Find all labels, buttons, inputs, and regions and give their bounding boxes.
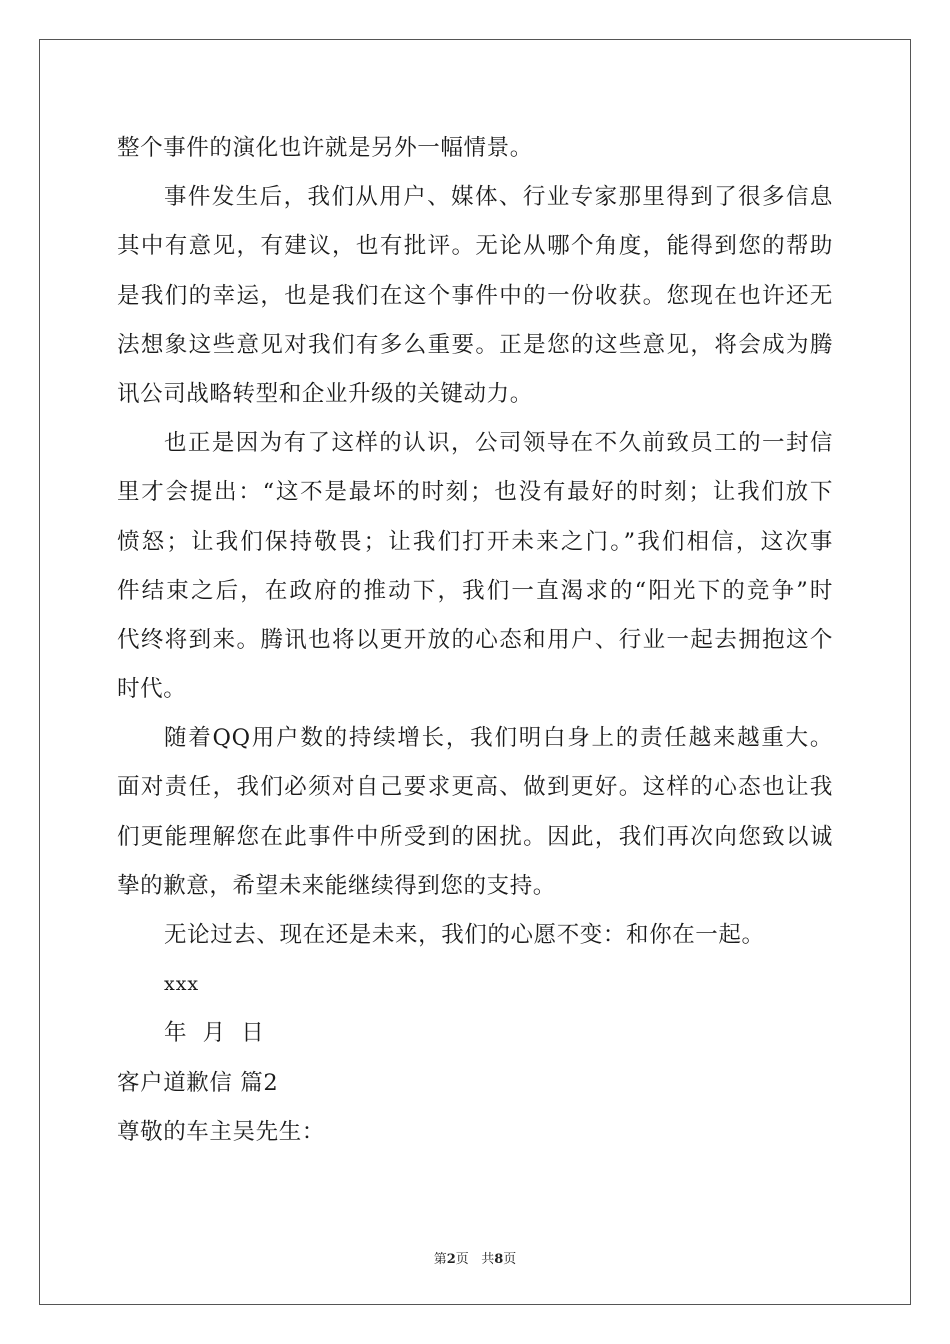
date-line: 年 月 日 [164,1020,265,1047]
paragraph [117,714,833,911]
footer-page-mid: 页 共 [455,1252,495,1267]
paragraph-line: 挚的歉意，希望未来能继续得到您的支持。 [117,872,556,899]
paragraph-line: 事件发生后，我们从用户、媒体、行业专家那里得到了很多信息 [164,184,833,211]
signature: xxx [164,973,200,996]
paragraph-line: 代终将到来。腾讯也将以更开放的心态和用户、行业一起去拥抱这个 [117,626,833,653]
paragraph-line: 件结束之后，在政府的推动下，我们一直渴求的“阳光下的竞争”时 [117,577,833,604]
footer-page-suffix: 页 [503,1252,517,1267]
salutation: 尊敬的车主吴先生： [117,1118,325,1145]
paragraph-line: 整个事件的演化也许就是另外一幅情景。 [117,135,533,161]
paragraph [117,911,833,960]
paragraph-line: 随着QQ用户数的持续增长，我们明白身上的责任越来越重大。 [164,725,833,752]
paragraph-line: 也正是因为有了这样的认识，公司领导在不久前致员工的一封信 [164,430,833,457]
section-title: 客户道歉信 篇2 [117,1069,279,1096]
footer-page-number: 2 [446,1252,456,1267]
paragraph-line: 法想象这些意见对我们有多么重要。正是您的这些意见，将会成为腾 [117,331,833,358]
paragraph [117,124,833,173]
paragraph-line: 面对责任，我们必须对自己要求更高、做到更好。这样的心态也让我 [117,774,833,801]
paragraph [117,173,833,419]
paragraph-line: 时代。 [117,676,187,703]
paragraph-line: 无论过去、现在还是未来，我们的心愿不变：和你在一起。 [164,922,765,948]
paragraph-line: 愤怒；让我们保持敬畏；让我们打开未来之门。”我们相信，这次事 [117,528,833,555]
page-footer [0,1248,950,1267]
paragraph-line: 其中有意见，有建议，也有批评。无论从哪个角度，能得到您的帮助 [117,233,833,260]
footer-page-prefix: 第 [433,1252,447,1267]
document-body [117,124,833,1157]
paragraph-line: 们更能理解您在此事件中所受到的困扰。因此，我们再次向您致以诚 [117,823,833,850]
paragraph [117,419,833,714]
paragraph-line: 里才会提出：“这不是最坏的时刻；也没有最好的时刻；让我们放下 [117,479,833,506]
paragraph-line: 是我们的幸运，也是我们在这个事件中的一份收获。您现在也许还无 [117,282,833,309]
paragraph-line: 讯公司战略转型和企业升级的关键动力。 [117,380,533,407]
paragraphs [117,124,833,960]
footer-total-pages: 8 [494,1252,504,1267]
